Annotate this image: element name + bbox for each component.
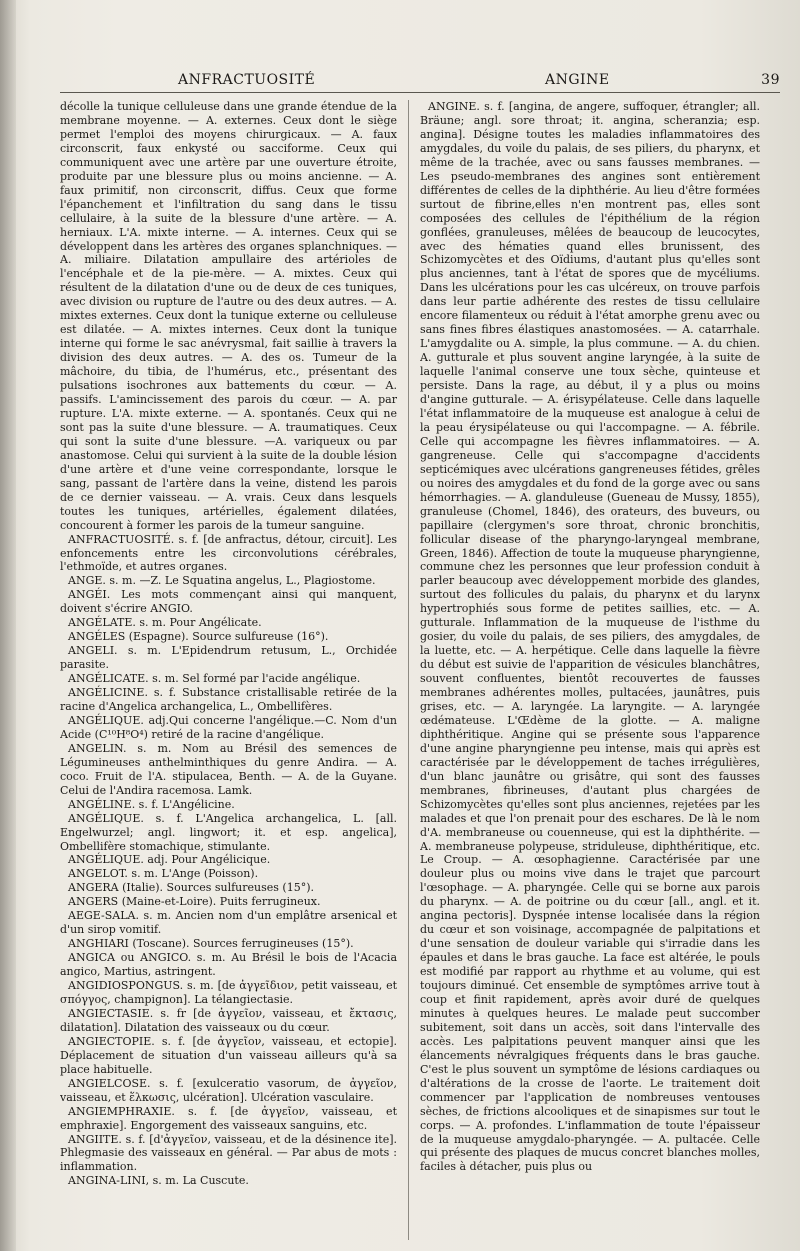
- entry-paragraph: ANGÉLIQUE. s. f. L'Angelica archangelica, L. [all. Engelwurzel; angl. lingwort; it. et esp. angelica], Ombellifère stomachique, stimulante.: [60, 811, 397, 853]
- entry-paragraph: ANGELIN. s. m. Nom au Brésil des semences de Légumineuses anthelminthiques du genre Andira. — A. coco. Fruit de l'A. stipulacea, Benth. — A. de la Guyane. Celui de l'Andira racemosa. Lamk.: [60, 741, 397, 797]
- entry-paragraph: AEGE-SALA. s. m. Ancien nom d'un emplâtre arsenical et d'un sirop vomitif.: [60, 909, 397, 937]
- left-column: [60, 100, 397, 1240]
- header-rule: [60, 92, 780, 93]
- page-number: 39: [761, 72, 780, 88]
- entry-paragraph: ANGÉLINE. s. f. L'Angélicine.: [68, 797, 235, 811]
- entry-paragraph: ANGE. s. m. —Z. Le Squatina angelus, L., Plagiostome.: [68, 574, 376, 588]
- header-left-word: ANFRACTUOSITÉ: [178, 72, 316, 88]
- entry-paragraph: ANGIITE. s. f. [d'ἀγγεῖον, vaisseau, et de la désinence ite]. Phlegmasie des vaisseaux en général. — Par abus de mots : inflammation.: [60, 1132, 397, 1174]
- entry-paragraph: ANGIDIOSPONGUS. s. m. [de ἀγγεῖδιον, petit vaisseau, et σπόγγος, champignon]. La télangiectasie.: [60, 979, 397, 1006]
- entry-paragraph: ANGÉLES (Espagne). Source sulfureuse (16°).: [68, 630, 329, 644]
- right-column: [420, 100, 760, 1240]
- entry-paragraph: ANGHIARI (Toscane). Sources ferrugineuses (15°).: [68, 937, 354, 951]
- entry-paragraph: ANGINE. s. f. [angina, de angere, suffoquer, étrangler; all. Bräune; angl. sore throat; it. angina, scheranzia; esp. angina]. Désigne toutes les maladies inflammatoires des amygdales, du voile du palais, de ses piliers, du pharynx, et même de la trachée, avec ou sans fausses membranes. — Les pseudo-membranes des angines sont entièrement différentes de celles de la diphthérie. Au lieu d'être formées surtout de fibrine,elles n'en montrent pas, elles sont composées des cellules de l'épithélium de la région gonflées, granuleuses, mêlées de beaucoup de leucocytes, avec des hématies quand elles brunissent, des Schizomycètes et des Oïdiums, d'autant plus qu'elles sont plus anciennes, tant à l'état de spores que de mycéliums. Dans les ulcérations pour les cas ulcéreux, on trouve parfois dans leur partie adhérente des restes de tissu cellulaire encore filamenteux ou réduit à l'état amorphe grenu avec ou sans fines fibres élastiques anastomosées. — A. catarrhale. L'amygdalite ou A. simple, la plus commune. — A. du chien. A. gutturale et plus souvent angine laryngée, à la suite de laquelle l'animal conserve une toux sèche, quinteuse et persiste. Dans la rage, au début, il y a plus ou moins d'angine gutturale. — A. érisypélateuse. Celle dans laquelle l'état inflammatoire de la muqueuse est analogue à celui de la peau érysipélateuse ou qui l'accompagne. — A. fébrile. Celle qui accompagne les fièvres inflammatoires. — A. gangreneuse. Celle qui s'accompagne d'accidents septicémiques avec ulcérations gangreneuses fétides, grêles ou noires des amygdales et du fond de la gorge avec ou sans hémorrhagies. — A. glanduleuse (Gueneau de Mussy, 1855), granuleuse (Chomel, 1846), des orateurs, des buveurs, ou papillaire (clergymen's sore throat, chronic bronchitis, follicular disease of the pharyngo-laryngeal membrane, Green, 1846). Affection de toute la muqueuse pharyngienne, commune chez les personnes que leur profession conduit à parler beaucoup avec développement morbide des glandes, surtout des follicules du palais, du pharynx et du larynx hypertrophiés sous forme de petites saillies, etc. — A. gutturale. Inflammation de la muqueuse de l'isthme du gosier, du voile du palais, de ses piliers, des amygdales, de la luette, etc. — A. herpétique. Celle dans laquelle la fièvre du début est suivie de l'apparition de vésicules blanchâtres, souvent confluentes, bientôt recouvertes de fausses membranes adhérentes molles, pultacées, jaunâtres, puis grises, etc. — A. laryngée. La laryngite. — A. laryngée œdémateuse. L'Œdème de la glotte. — A. maligne diphthéritique. Angine qui se présente sous l'apparence d'une angine pharyngienne peu intense, mais qui après est caractérisée par le développement de taches irrégulières, d'un blanc jaunâtre ou grisâtre, qui sont des fausses membranes, fibrineuses, d'autant plus chargées de Schizomycètes qu'elles sont plus anciennes, rejetées par les malades et que l'on prenait pour des eschares. De là le nom d'A. membraneuse ou couenneuse, qui est la diphthérite. — A. membraneuse polypeuse, striduleuse, diphthéritique, etc. Le Croup. — A. œsophagienne. Caractérisée par une douleur plus ou moins vive dans le trajet que parcourt l'œsophage. — A. pharyngée. Celle qui se borne aux parois du pharynx. — A. de poitrine ou du cœur [all., angl. et it. angina pectoris]. Dyspnée intense localisée dans la région du cœur et son voisinage, accompagnée de palpitations et d'une sensation de douleur variable qui s'irradie dans les épaules et dans le bras gauche. La face est altérée, le pouls est modifié par rapport au rhythme et au volume, qui est toujours diminué. Cet ensemble de symptômes arrive tout à coup et finit rapidement, après avoir duré de quelques minutes à quelques heures. Le malade peut succomber subitement, soit dans un accès, soit dans l'intervalle des accès. Les palpitations peuvent manquer ainsi que les élancements névralgiques fréquents dans le bras gauche. C'est le plus souvent un symptôme de lésions cardiaques ou d'altérations de la crosse de l'aorte. Le traitement doit commencer par l'application de nombreuses ventouses sèches, de frictions alcooliques et de sinapismes sur tout le corps. — A. profondes. L'inflammation de toute l'épaisseur de la muqueuse amygdalo-pharyngée. — A. pultacée. Celle qui présente des plaques de mucus concret blanches molles, faciles à détacher, puis plus ou: [420, 100, 760, 1174]
- entry-paragraph: ANGÉI. Les mots commençant ainsi qui manquent, doivent s'écrire ANGIO.: [60, 588, 397, 616]
- entry-paragraph: ANGELI. s. m. L'Epidendrum retusum, L., Orchidée parasite.: [60, 644, 397, 672]
- entry-paragraph: ANFRACTUOSITÉ. s. f. [de anfractus, détour, circuit]. Les enfoncements entre les circonvolutions cérébrales, l'ethmoïde, et autres organes.: [60, 532, 397, 574]
- entry-paragraph: ANGERA (Italie). Sources sulfureuses (15°).: [68, 881, 314, 895]
- header-right-word: ANGINE: [545, 72, 610, 88]
- entry-paragraph: ANGÉLICATE. s. m. Sel formé par l'acide angélique.: [68, 672, 361, 686]
- entry-paragraph: décolle la tunique celluleuse dans une grande étendue de la membrane moyenne. — A. externes. Ceux dont le siège permet l'emploi des moyens chirurgicaux. — A. faux circonscrit, faux enkysté ou sacciforme. Ceux qui communiquent avec une artère par une ouverture étroite, produite par une blessure plus ou moins ancienne. — A. faux primitif, non circonscrit, diffus. Ceux que forme l'épanchement et l'infiltration du sang dans le tissu cellulaire, à la suite de la blessure d'une artère. — A. herniaux. L'A. mixte interne. — A. internes. Ceux qui se développent dans les artères des organes splanchniques. — A. miliaire. Dilatation ampullaire des artérioles de l'encéphale et de la pie-mère. — A. mixtes. Ceux qui résultent de la dilatation d'une ou de deux de ces tuniques, avec division ou rupture de l'autre ou des deux autres. — A. mixtes externes. Ceux dont la tunique externe ou celluleuse est dilatée. — A. mixtes internes. Ceux dont la tunique interne qui forme le sac anévrysmal, fait saillie à travers la division des deux autres. — A. des os. Tumeur de la mâchoire, du tibia, de l'humérus, etc., présentant des pulsations isochrones aux battements du cœur. — A. passifs. L'amincissement des parois du cœur. — A. par rupture. L'A. mixte externe. — A. spontanés. Ceux qui ne sont pas la suite d'une blessure. — A. traumatiques. Ceux qui sont la suite d'une blessure. —A. variqueux ou par anastomose. Celui qui survient à la suite de la double lésion d'une artère et d'une veine correspondante, lorsque le sang, passant de l'artère dans la veine, distend les parois de ce dernier vaisseau. — A. vrais. Ceux dans lesquels toutes les tuniques, artérielles, également dilatées, concourent à former les parois de la tumeur sanguine.: [60, 100, 397, 532]
- running-header: [60, 66, 780, 94]
- entry-paragraph: ANGÉLIQUE. adj.Qui concerne l'angélique.—C. Nom d'un Acide (C¹⁰H⁸O⁴) retiré de la racine d'angélique.: [60, 713, 397, 741]
- entry-paragraph: ANGERS (Maine-et-Loire). Puits ferrugineux.: [68, 895, 321, 909]
- entry-paragraph: ANGÉLIQUE. adj. Pour Angélicique.: [68, 853, 271, 867]
- entry-paragraph: ANGINA-LINI, s. m. La Cuscute.: [68, 1174, 249, 1188]
- entry-paragraph: ANGÉLICINE. s. f. Substance cristallisable retirée de la racine d'Angelica archangelica, L., Ombellifères.: [60, 686, 397, 713]
- column-divider: [408, 100, 409, 1240]
- entry-paragraph: ANGIECTASIE. s. fr [de ἀγγεῖον, vaisseau, et ἔκτασις, dilatation]. Dilatation des vaisseaux ou du cœur.: [60, 1006, 397, 1034]
- entry-paragraph: ANGIECTOPIE. s. f. [de ἀγγεῖον, vaisseau, et ectopie]. Déplacement de situation d'un vaisseau ailleurs qu'à sa place habituelle.: [60, 1034, 397, 1076]
- entry-paragraph: ANGÉLATE. s. m. Pour Angélicate.: [68, 616, 262, 630]
- entry-paragraph: ANGELOT. s. m. L'Ange (Poisson).: [68, 867, 259, 881]
- entry-paragraph: ANGIEMPHRAXIE. s. f. [de ἀγγεῖον, vaisseau, et emphraxie]. Engorgement des vaisseaux sanguins, etc.: [60, 1104, 397, 1132]
- entry-paragraph: ANGIELCOSE. s. f. [exulceratio vasorum, de ἀγγεῖον, vaisseau, et ἕλκωσις, ulcération]. Ulcération vasculaire.: [60, 1076, 397, 1104]
- page-binding-shadow: [0, 0, 16, 1251]
- entry-paragraph: ANGICA ou ANGICO. s. m. Au Brésil le bois de l'Acacia angico, Martius, astringent.: [60, 951, 397, 979]
